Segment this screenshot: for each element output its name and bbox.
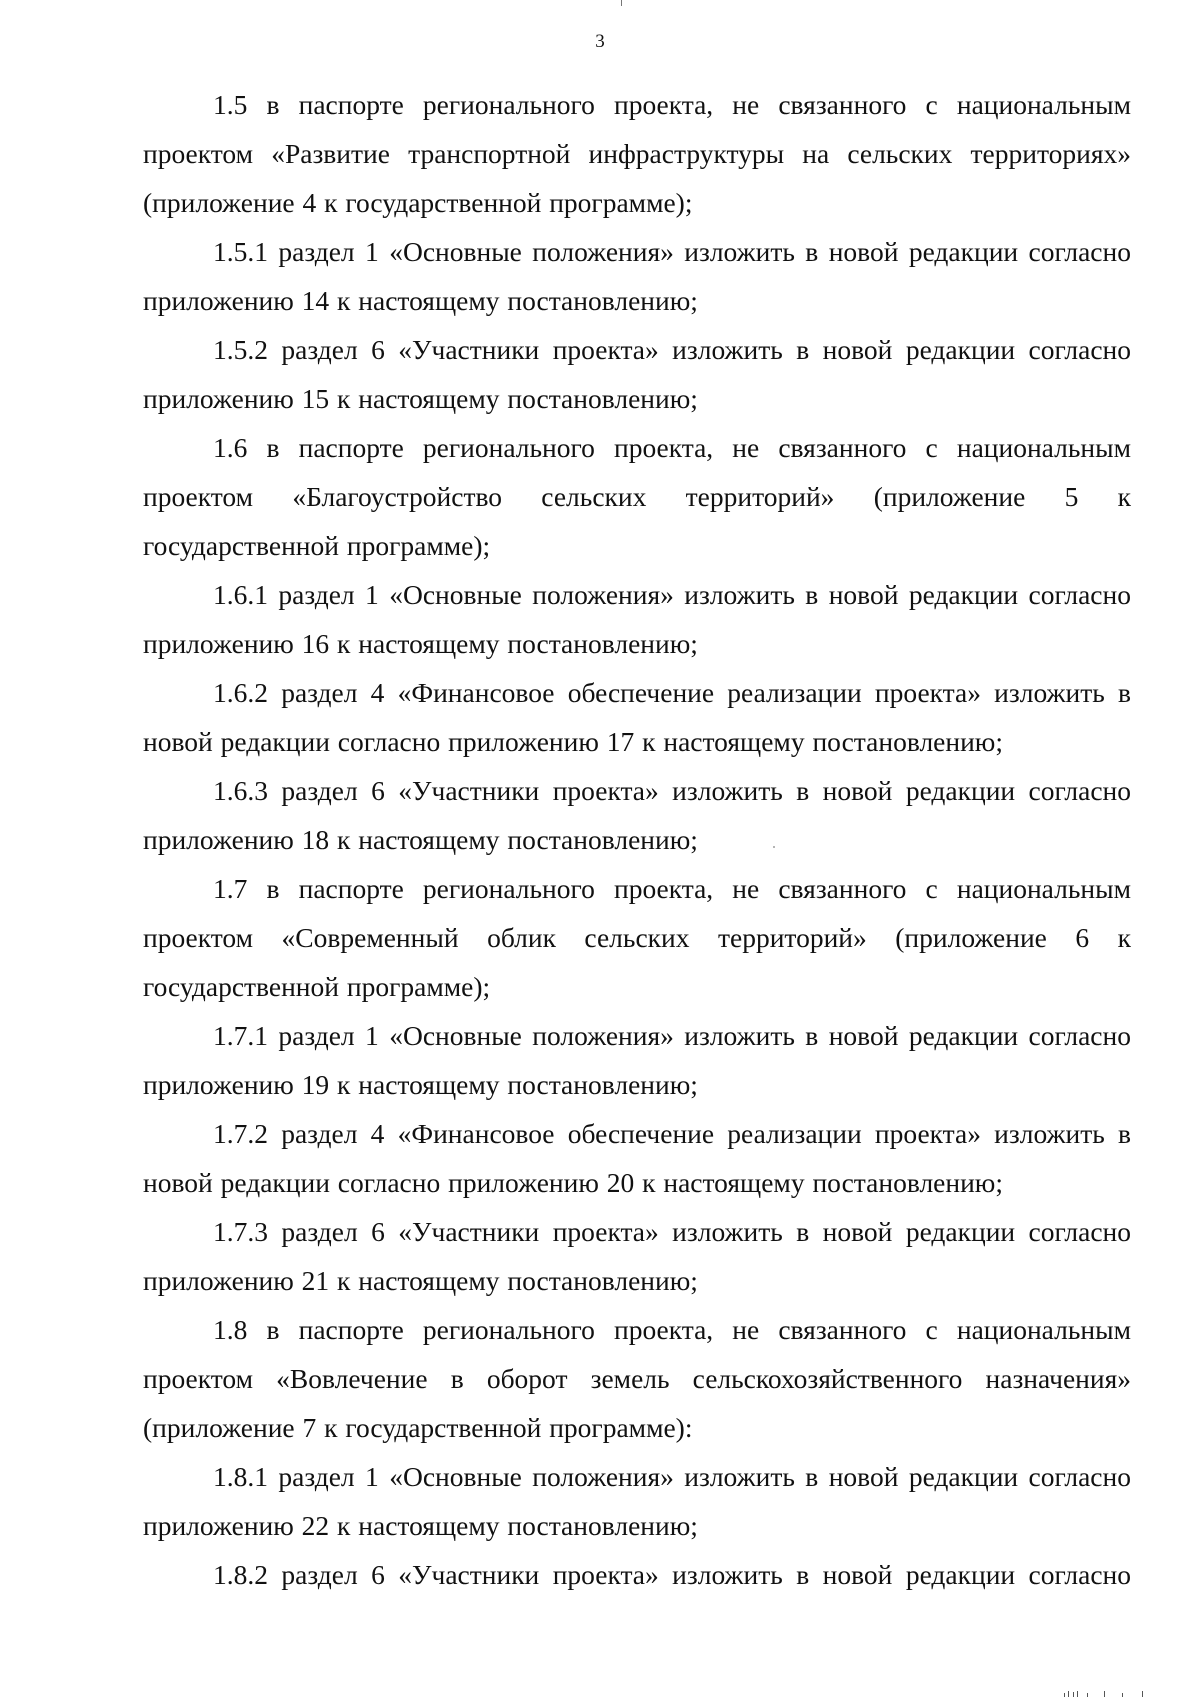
paragraph-1-7-3: 1.7.3 раздел 6 «Участники проекта» изложить в новой редакции согласно приложению 21 к настоящему постановлению;: [143, 1216, 1131, 1296]
paragraph-1-6-2: 1.6.2 раздел 4 «Финансовое обеспечение реализации проекта» изложить в новой редакции согласно приложению 17 к настоящему постановлению;: [143, 677, 1131, 757]
paragraph-1-5-2: 1.5.2 раздел 6 «Участники проекта» изложить в новой редакции согласно приложению 15 к настоящему постановлению;: [143, 334, 1131, 414]
paragraph-1-8-2: 1.8.2 раздел 6 «Участники проекта» изложить в новой редакции согласно: [213, 1559, 1131, 1590]
paragraph-1-8: 1.8 в паспорте регионального проекта, не связанного с национальным проектом «Вовлечение в оборот земель сельскохозяйственного назначения» (приложение 7 к государственной программе):: [143, 1314, 1131, 1443]
scan-edge-mark: [621, 0, 622, 6]
paragraph-1-7-1: 1.7.1 раздел 1 «Основные положения» изложить в новой редакции согласно приложению 19 к настоящему постановлению;: [143, 1020, 1131, 1100]
scan-speck: [773, 846, 775, 848]
paragraph-1-6-1: 1.6.1 раздел 1 «Основные положения» изложить в новой редакции согласно приложению 16 к настоящему постановлению;: [143, 579, 1131, 659]
document-body: [143, 80, 1131, 1599]
paragraph-1-6-3: 1.6.3 раздел 6 «Участники проекта» изложить в новой редакции согласно приложению 18 к настоящему постановлению;: [143, 775, 1131, 855]
paragraph-1-7: 1.7 в паспорте регионального проекта, не связанного с национальным проектом «Современный облик сельских территорий» (приложение 6 к государственной программе);: [143, 873, 1131, 1002]
paragraph-1-7-2: 1.7.2 раздел 4 «Финансовое обеспечение реализации проекта» изложить в новой редакции согласно приложению 20 к настоящему постановлению;: [143, 1118, 1131, 1198]
paragraph-1-6: 1.6 в паспорте регионального проекта, не связанного с национальным проектом «Благоустройство сельских территорий» (приложение 5 к государственной программе);: [143, 432, 1131, 561]
paragraph-1-5: 1.5 в паспорте регионального проекта, не связанного с национальным проектом «Развитие транспортной инфраструктуры на сельских территориях» (приложение 4 к государственной программе);: [143, 89, 1131, 218]
paragraph-1-8-1: 1.8.1 раздел 1 «Основные положения» изложить в новой редакции согласно приложению 22 к настоящему постановлению;: [143, 1461, 1131, 1541]
page-number: 3: [595, 31, 605, 52]
paragraph-1-5-1: 1.5.1 раздел 1 «Основные положения» изложить в новой редакции согласно приложению 14 к настоящему постановлению;: [143, 236, 1131, 316]
scan-edge-marks: [1064, 1686, 1200, 1697]
